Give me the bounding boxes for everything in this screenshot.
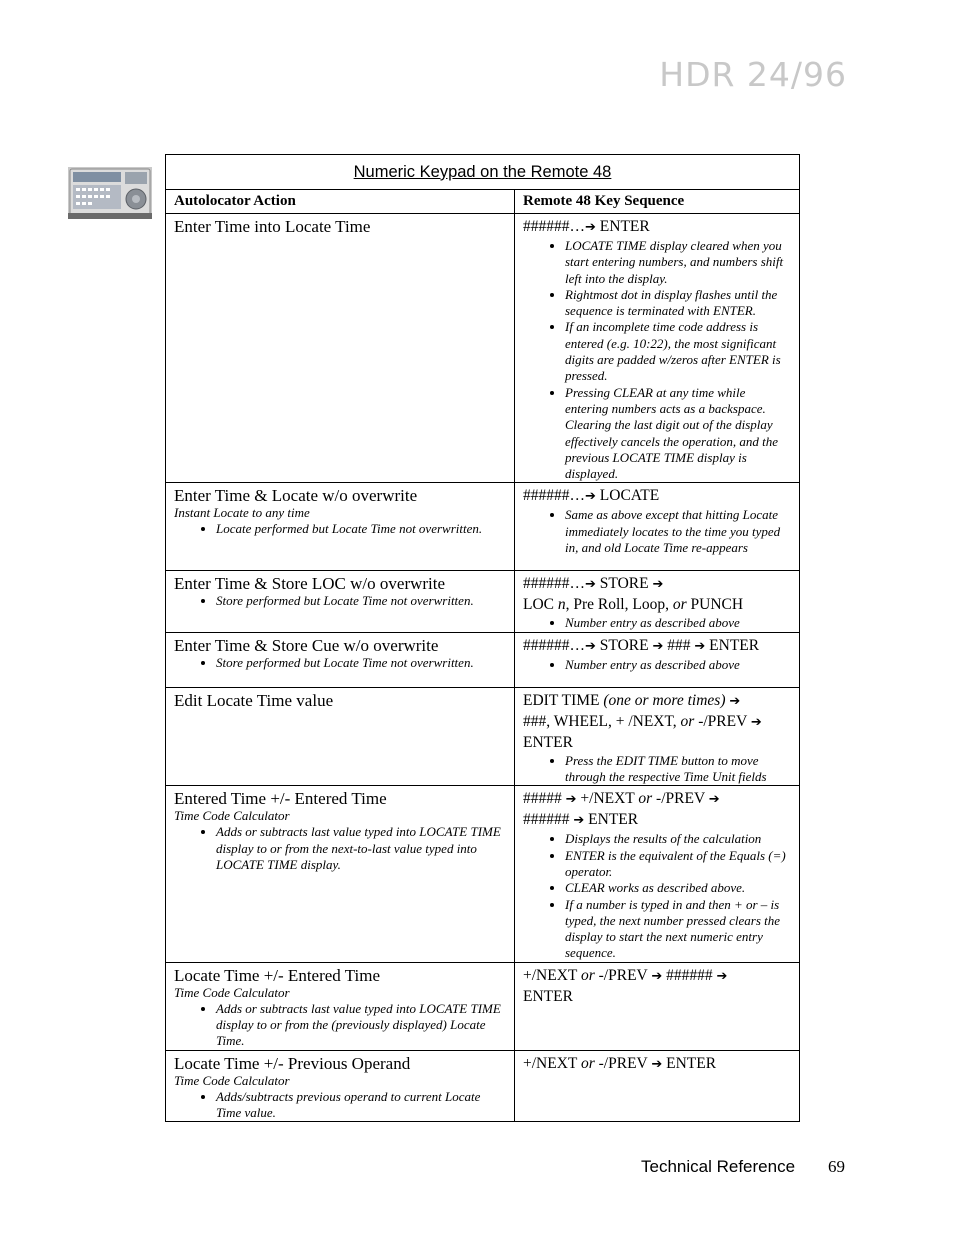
action-cell	[166, 962, 515, 1050]
arrow-right-icon: ➔	[750, 714, 762, 730]
key-sequence-line: ######…➔ STORE ➔	[523, 575, 664, 593]
italic-text: n	[557, 596, 566, 614]
key-sequence-line: ######…➔ STORE ➔ ### ➔ ENTER	[523, 636, 760, 654]
remote-48-thumbnail	[68, 167, 152, 219]
action-title: Locate Time +/- Previous Operand	[174, 1053, 411, 1073]
table-caption: Numeric Keypad on the Remote 48	[353, 162, 612, 181]
action-notes	[174, 824, 506, 873]
sequence-notes	[523, 657, 791, 673]
table-body	[166, 214, 800, 1122]
sequence-cell	[515, 786, 800, 962]
action-subtitle: Instant Locate to any time	[174, 505, 310, 521]
italic-text: or	[638, 790, 653, 808]
table-row	[166, 962, 800, 1050]
list-item: • CLEAR works as described above.	[565, 880, 791, 896]
action-title: Enter Time & Store LOC w/o overwrite	[174, 574, 446, 594]
sequence-notes	[523, 615, 791, 631]
list-item: • Displays the results of the calculation	[565, 831, 791, 847]
action-cell	[166, 687, 515, 786]
page-number: 69	[828, 1157, 845, 1176]
key-sequence-line: EDIT TIME (one or more times) ➔	[523, 691, 741, 709]
table-caption-cell	[166, 155, 800, 190]
sequence-cell	[515, 632, 800, 687]
list-item: • Store performed but Locate Time not overwritten.	[216, 593, 506, 609]
key-sequence-line: ###, WHEEL, + /NEXT, or -/PREV ➔	[523, 712, 762, 730]
action-cell	[166, 483, 515, 571]
list-item: • If an incomplete time code address is entered (e.g. 10:22), the most significant digits are padded w/zeros after ENTER is pressed.	[565, 319, 791, 384]
list-item: • Adds or subtracts last value typed into LOCATE TIME display to or from the next-to-last value typed into LOCATE TIME display.	[216, 824, 506, 873]
key-sequence-line: ENTER	[523, 733, 573, 751]
action-subtitle: Time Code Calculator	[174, 808, 290, 824]
key-sequence-line: LOC n, Pre Roll, Loop, or PUNCH	[523, 596, 744, 614]
table-row	[166, 571, 800, 632]
sequence-notes	[523, 753, 791, 786]
action-title: Edit Locate Time value	[174, 690, 334, 710]
action-subtitle: Time Code Calculator	[174, 1072, 290, 1088]
italic-text: or	[580, 1054, 595, 1072]
sequence-cell	[515, 687, 800, 786]
table-row	[166, 214, 800, 483]
arrow-right-icon: ➔	[652, 638, 664, 654]
action-title: Locate Time +/- Entered Time	[174, 965, 381, 985]
action-title: Enter Time & Store Cue w/o overwrite	[174, 635, 439, 655]
italic-text: or	[672, 596, 687, 614]
list-item: • Pressing CLEAR at any time while entering numbers acts as a backspace. Clearing the last digit out of the display effectively cancels the operation, and the previous LOCATE TIME display is displayed.	[565, 385, 791, 483]
list-item: • Adds or subtracts last value typed into LOCATE TIME display to or from the (previously displayed) Locate Time.	[216, 1001, 506, 1050]
arrow-right-icon: ➔	[585, 638, 596, 654]
action-cell	[166, 1050, 515, 1122]
key-sequence-line: ##### ➔ +/NEXT or -/PREV ➔	[523, 790, 720, 808]
list-item: • Store performed but Locate Time not overwritten.	[216, 655, 506, 671]
arrow-right-icon: ➔	[585, 220, 596, 235]
arrow-right-icon: ➔	[585, 577, 596, 593]
action-notes	[174, 655, 506, 671]
arrow-right-icon: ➔	[694, 638, 706, 654]
arrow-right-icon: ➔	[708, 792, 720, 808]
key-sequence-line: ######…➔ LOCATE	[523, 487, 660, 505]
table-row	[166, 483, 800, 571]
header-title: HDR 24/96	[659, 55, 847, 94]
list-item: • ENTER is the equivalent of the Equals (=) operator.	[565, 848, 791, 881]
sequence-cell	[515, 962, 800, 1050]
sequence-cell	[515, 571, 800, 632]
action-notes	[174, 1001, 506, 1050]
arrow-right-icon: ➔	[716, 968, 728, 984]
list-item: • Number entry as described above	[565, 615, 791, 631]
action-cell	[166, 786, 515, 962]
action-title: Entered Time +/- Entered Time	[174, 789, 387, 809]
keypad-table	[165, 154, 800, 1122]
key-sequence-line: ENTER	[523, 987, 573, 1005]
arrow-right-icon: ➔	[651, 968, 663, 984]
list-item: • Locate performed but Locate Time not overwritten.	[216, 521, 506, 537]
table-row	[166, 687, 800, 786]
sequence-notes	[523, 507, 791, 556]
arrow-right-icon: ➔	[651, 1056, 663, 1072]
action-notes	[174, 1089, 506, 1122]
list-item: • Adds/subtracts previous operand to current Locate Time value.	[216, 1089, 506, 1122]
table-row	[166, 632, 800, 687]
action-notes	[174, 593, 506, 609]
key-sequence-line: ###### ➔ ENTER	[523, 811, 639, 829]
key-sequence-line: ######…➔ ENTER	[523, 218, 650, 235]
list-item: • LOCATE TIME display cleared when you start entering numbers, and numbers shift left into the display.	[565, 238, 791, 287]
action-title: Enter Time into Locate Time	[174, 217, 371, 236]
table-row	[166, 1050, 800, 1122]
italic-text: or	[580, 966, 595, 984]
action-notes	[174, 521, 506, 537]
italic-text: (one or more times)	[603, 691, 726, 709]
italic-text: or	[680, 712, 695, 730]
key-sequence-line: +/NEXT or -/PREV ➔ ###### ➔	[523, 966, 728, 984]
action-cell	[166, 214, 515, 483]
arrow-right-icon: ➔	[565, 792, 577, 808]
col-header-action: Autolocator Action	[166, 190, 515, 214]
action-cell	[166, 571, 515, 632]
arrow-right-icon: ➔	[729, 693, 741, 709]
col-header-sequence: Remote 48 Key Sequence	[515, 190, 800, 214]
table-row	[166, 786, 800, 962]
arrow-right-icon: ➔	[573, 813, 585, 829]
action-title: Enter Time & Locate w/o overwrite	[174, 486, 418, 506]
arrow-right-icon: ➔	[652, 577, 664, 593]
sequence-cell	[515, 214, 800, 483]
list-item: • Press the EDIT TIME button to move through the respective Time Unit fields	[565, 753, 791, 786]
key-sequence-line: +/NEXT or -/PREV ➔ ENTER	[523, 1054, 717, 1072]
arrow-right-icon: ➔	[585, 489, 596, 505]
action-cell	[166, 632, 515, 687]
list-item: • Number entry as described above	[565, 657, 791, 673]
list-item: • If a number is typed in and then + or – is typed, the next number pressed clears the display to start the next numeric entry sequence.	[565, 897, 791, 962]
sequence-cell	[515, 1050, 800, 1122]
list-item: • Same as above except that hitting Locate immediately locates to the time you typed in, and old Locate Time re-appears	[565, 507, 791, 556]
list-item: • Rightmost dot in display flashes until the sequence is terminated with ENTER.	[565, 287, 791, 320]
footer-section: Technical Reference	[641, 1157, 796, 1176]
sequence-cell	[515, 483, 800, 571]
action-subtitle: Time Code Calculator	[174, 984, 290, 1000]
sequence-notes	[523, 238, 791, 482]
sequence-notes	[523, 831, 791, 961]
